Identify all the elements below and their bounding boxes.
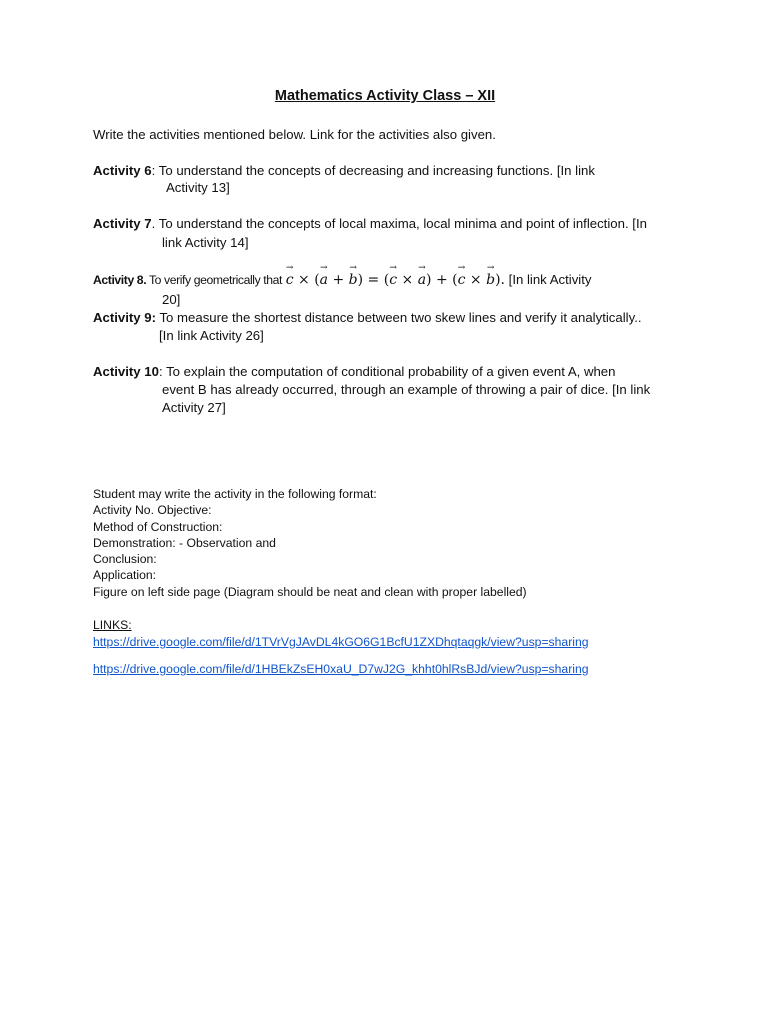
activity-8-after: [In link Activity <box>505 272 592 287</box>
activity-6 <box>93 163 595 178</box>
activity-7-cont: link Activity 14] <box>162 235 249 250</box>
drive-link-2[interactable]: https://drive.google.com/file/d/1HBEkZsEH0xaU_D7wJ2G_khht0hlRsBJd/view?usp=sharing <box>93 662 589 676</box>
format-item-demonstration: Demonstration: - Observation and <box>93 536 276 550</box>
activity-8-label: Activity 8. <box>93 273 147 287</box>
activity-10-cont2: Activity 27] <box>162 400 226 415</box>
activity-6-text: To understand the concepts of decreasing and increasing functions. [In link <box>155 163 595 178</box>
links-heading: LINKS: <box>93 618 132 632</box>
activity-8-cont: 20] <box>162 292 181 307</box>
format-item-application: Application: <box>93 568 157 582</box>
activity-10-cont: event B has already occurred, through an example of throwing a pair of dice. [In link <box>162 382 651 397</box>
activity-6-sep: : <box>151 163 156 178</box>
page-title: Mathematics Activity Class – XII <box>274 88 496 104</box>
activity-7-sep: . <box>151 216 156 231</box>
activity-9-label: Activity 9: <box>93 310 157 325</box>
activity-9-cont: [In link Activity 26] <box>159 328 264 343</box>
activity-6-cont: Activity 13] <box>166 180 230 195</box>
activity-7-text: To understand the concepts of local maxima, local minima and point of inflection. [In <box>155 216 647 231</box>
activity-10-text: : To explain the computation of conditional probability of a given event A, when <box>158 364 616 379</box>
vector-formula: → c × (→ a + → b) = (→ c × → a) + (→ c × → b). <box>286 272 505 288</box>
activity-8-text: To verify geometrically that <box>146 273 283 287</box>
format-item-conclusion: Conclusion: <box>93 552 157 566</box>
activity-10-label: Activity 10 <box>93 364 159 379</box>
intro-text: Write the activities mentioned below. Link for the activities also given. <box>93 127 496 142</box>
format-item-objective: Activity No. Objective: <box>93 503 212 517</box>
activity-6-label: Activity 6 <box>93 163 152 178</box>
format-item-figure: Figure on left side page (Diagram should be neat and clean with proper labelled) <box>93 585 527 599</box>
activity-8 <box>93 272 591 288</box>
format-item-method: Method of Construction: <box>93 520 223 534</box>
drive-link-1[interactable]: https://drive.google.com/file/d/1TVrVgJAvDL4kGO6G1BcfU1ZXDhqtaqgk/view?usp=sharing <box>93 635 589 649</box>
activity-9-text: To measure the shortest distance between two skew lines and verify it analytically.. <box>156 310 642 325</box>
activity-7-label: Activity 7 <box>93 216 152 231</box>
activity-7 <box>93 216 647 231</box>
activity-10 <box>93 364 615 379</box>
activity-9 <box>93 310 642 325</box>
format-heading: Student may write the activity in the following format: <box>93 487 377 501</box>
